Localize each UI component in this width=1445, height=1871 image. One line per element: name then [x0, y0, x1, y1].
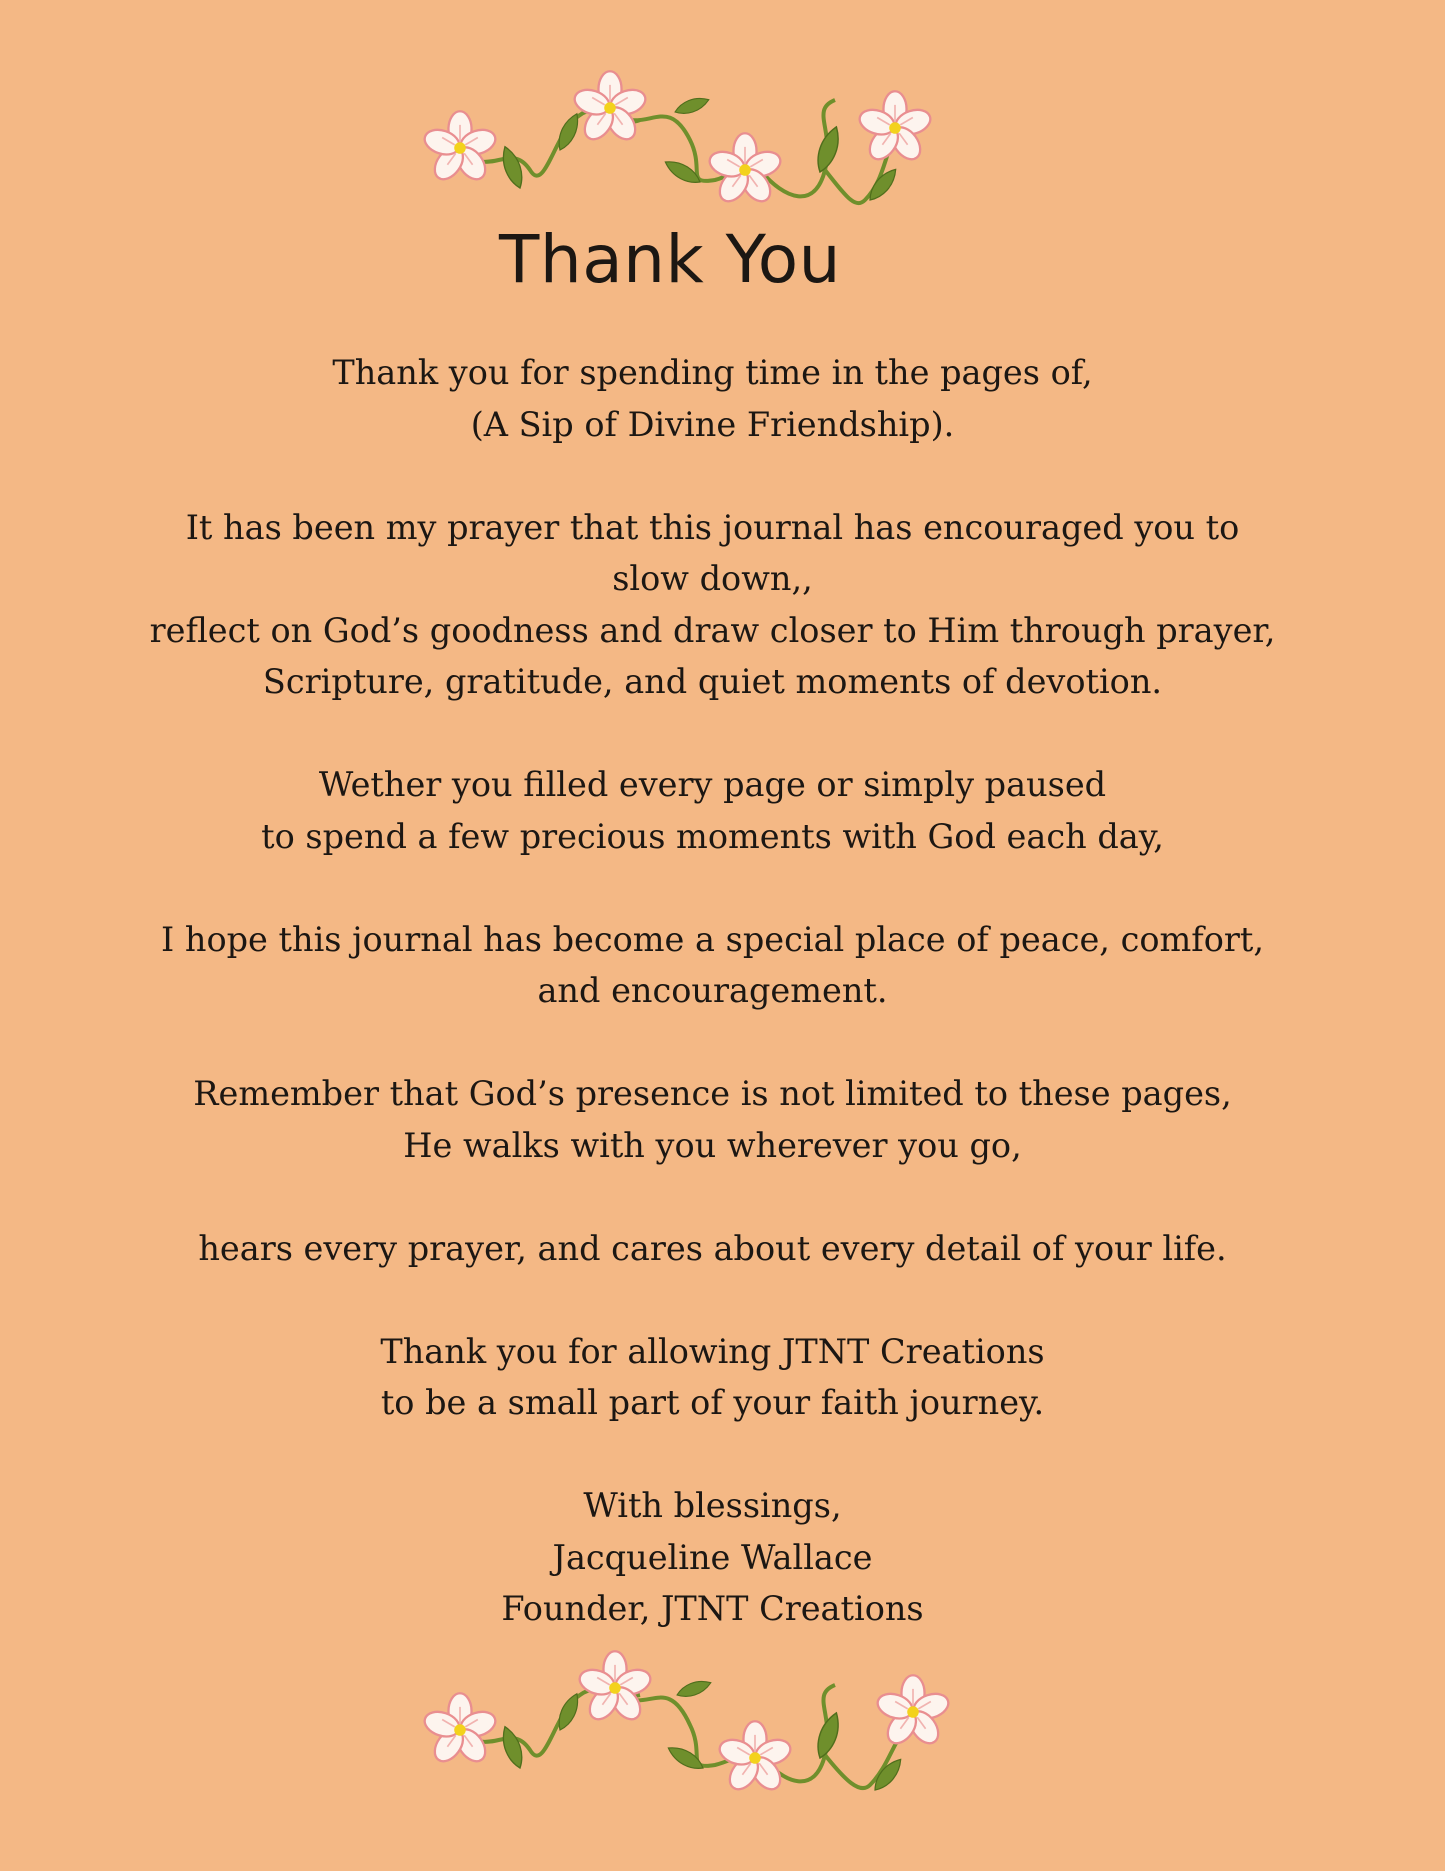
letter-line: He walks with you wherever you go, — [403, 1125, 1022, 1165]
letter-line — [60, 1017, 1365, 1069]
page-title: Thank You — [499, 221, 841, 298]
letter-line: slow down,, — [612, 559, 813, 598]
signature-name: Jacqueline Wallace — [552, 1537, 873, 1577]
letter-line — [60, 1274, 1365, 1326]
letter-line — [60, 1171, 1365, 1223]
letter-line: reflect on God’s goodness and draw closer to Him through prayer, — [149, 610, 1276, 650]
top-flower-garland-icon — [415, 70, 945, 220]
letter-line: Thank you for allowing JTNT Creations — [380, 1331, 1045, 1371]
thank-you-letter — [60, 347, 1365, 1635]
letter-line: Remember that God’s presence is not limited to these pages, — [193, 1074, 1232, 1113]
letter-line: and encouragement. — [537, 971, 888, 1010]
letter-line — [60, 862, 1365, 914]
letter-line: I hope this journal has become a special place of peace, comfort, — [160, 919, 1264, 959]
letter-line: Wether you filled every page or simply paused — [318, 765, 1107, 804]
letter-line — [60, 450, 1365, 502]
bottom-flower-garland-icon — [415, 1650, 965, 1810]
letter-line: to spend a few precious moments with God each day, — [261, 816, 1164, 856]
letter-line — [60, 1429, 1365, 1481]
letter-line: to be a small part of your faith journey. — [380, 1383, 1045, 1422]
letter-line: hears every prayer, and cares about every detail of your life. — [198, 1228, 1227, 1268]
signature-title: Founder, JTNT Creations — [501, 1589, 924, 1628]
letter-line: Scripture, gratitude, and quiet moments of devotion. — [262, 662, 1163, 701]
letter-line: Thank you for spending time in the pages of, — [332, 353, 1093, 392]
letter-line: (A Sip of Divine Friendship). — [470, 404, 955, 444]
signoff-line: With blessings, — [583, 1486, 842, 1525]
letter-line — [60, 708, 1365, 760]
letter-line: It has been my prayer that this journal has encouraged you to — [185, 507, 1240, 547]
